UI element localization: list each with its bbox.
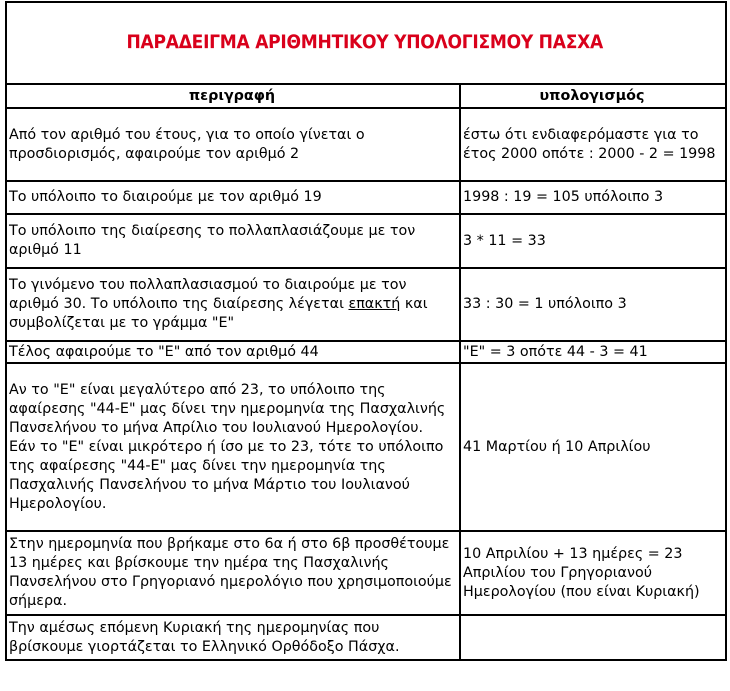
column-header-calculation: υπολογισμός — [460, 84, 726, 108]
description-text-6b: Εάν το "Ε" είναι μικρότερο ή ίσο με το 23, τότε το υπόλοιπο της αφαίρεσης "44-Ε" μας δίνει την ημερομηνία της Πασχαλινής Πανσελήνου το μήνα Μάρτιο του Ιουλιανού Ημερολογίου. — [9, 438, 444, 512]
calculation-cell — [460, 615, 726, 660]
epakti-term: επακτή — [348, 296, 401, 312]
table-row — [6, 268, 726, 341]
header-row — [6, 84, 726, 108]
page-title: ΠΑΡΑΔΕΙΓΜΑ ΑΡΙΘΜΗΤΙΚΟΥ ΥΠΟΛΟΓΙΣΜΟΥ ΠΑΣΧΑ — [126, 30, 604, 53]
table-row — [6, 181, 726, 214]
description-cell: Στην ημερομηνία που βρήκαμε στο 6α ή στο 6β προσθέτουμε 13 ημέρες και βρίσκουμε την ημέρα της Πασχαλινής Πανσελήνου στο Γρηγοριανό ημερολόγιο που χρησιμοποιούμε σήμερα. — [6, 531, 460, 615]
easter-calculation-table — [5, 1, 727, 661]
description-cell: Το υπόλοιπο το διαιρούμε με τον αριθμό 19 — [6, 181, 460, 214]
calculation-cell: "Ε" = 3 οπότε 44 - 3 = 41 — [460, 341, 726, 363]
description-cell: Την αμέσως επόμενη Κυριακή της ημερομηνίας που βρίσκουμε γιορτάζεται το Ελληνικό Ορθόδοξο Πάσχα. — [6, 615, 460, 660]
table-row — [6, 214, 726, 268]
calculation-cell: έστω ότι ενδιαφερόμαστε για το έτος 2000 οπότε : 2000 - 2 = 1998 — [460, 108, 726, 181]
description-cell — [6, 363, 460, 531]
description-text: Το γινόμενο του πολλαπλασιασμού το διαιρούμε με τον αριθμό 30. Το υπόλοιπο της διαίρεσης λέγεται — [9, 277, 407, 312]
calculation-cell: 3 * 11 = 33 — [460, 214, 726, 268]
table-row — [6, 363, 726, 531]
table-row — [6, 615, 726, 660]
description-cell: Από τον αριθμό του έτους, για το οποίο γίνεται ο προσδιορισμός, αφαιρούμε τον αριθμό 2 — [6, 108, 460, 181]
description-text: και συμβολίζεται με το γράμμα "Ε" — [9, 296, 428, 331]
table-row — [6, 341, 726, 363]
description-cell: Τέλος αφαιρούμε το "Ε" από τον αριθμό 44 — [6, 341, 460, 363]
title-row — [6, 2, 726, 84]
description-cell — [6, 268, 460, 341]
column-header-description: περιγραφή — [6, 84, 460, 108]
title-cell — [6, 2, 726, 84]
calculation-cell: 41 Μαρτίου ή 10 Απριλίου — [460, 363, 726, 531]
table-row — [6, 108, 726, 181]
table-row — [6, 531, 726, 615]
description-text-6a: Αν το "Ε" είναι μεγαλύτερο από 23, το υπόλοιπο της αφαίρεσης "44-Ε" μας δίνει την ημερομηνία της Πασχαλινής Πανσελήνου το μήνα Απρίλιο του Ιουλιανού Ημερολογίου. — [9, 381, 446, 436]
calculation-cell: 33 : 30 = 1 υπόλοιπο 3 — [460, 268, 726, 341]
calculation-cell: 10 Απριλίου + 13 ημέρες = 23 Απριλίου του Γρηγοριανού Ημερολογίου (που είναι Κυριακή) — [460, 531, 726, 615]
description-cell: Το υπόλοιπο της διαίρεσης το πολλαπλασιάζουμε με τον αριθμό 11 — [6, 214, 460, 268]
calculation-cell: 1998 : 19 = 105 υπόλοιπο 3 — [460, 181, 726, 214]
